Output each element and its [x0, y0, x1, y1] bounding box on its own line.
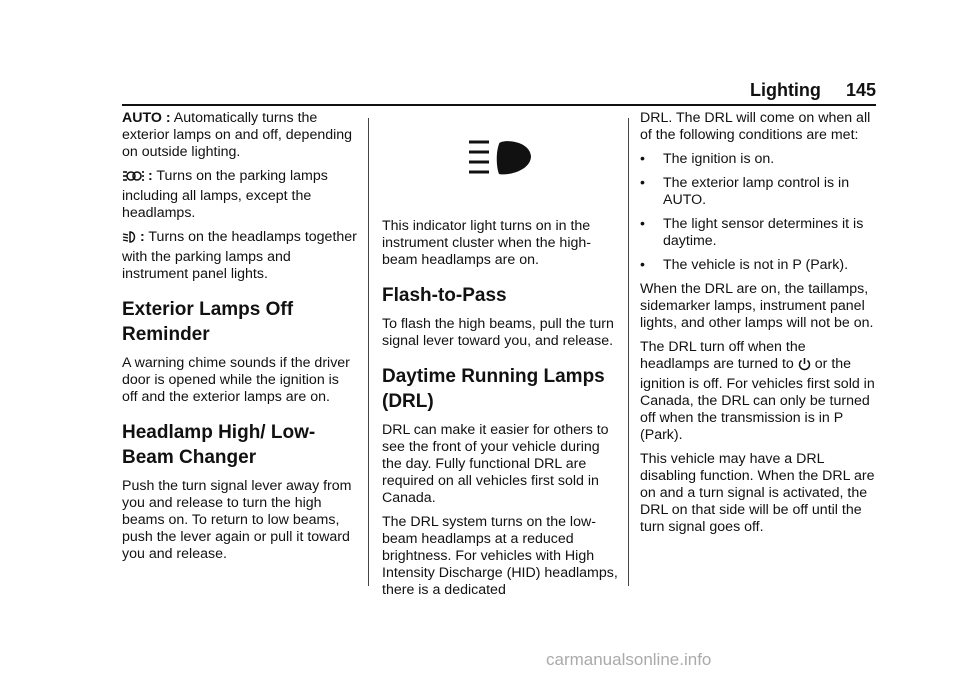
parking-text: Turns on the parking lamps including all lamps, except the headlamps. — [122, 168, 328, 221]
page-header — [750, 80, 876, 101]
headlamps-text: Turns on the headlamps together with the parking lamps and instrument panel lights. — [122, 229, 357, 282]
condition-text: The vehicle is not in P (Park). — [663, 257, 849, 273]
watermark: carmanualsonline.info — [546, 650, 712, 669]
parking-label: : — [148, 168, 153, 184]
drl-para-2 — [640, 339, 876, 444]
off-power-icon — [798, 357, 811, 376]
condition-text: The light sensor determines it is daytime. — [663, 216, 864, 249]
list-item — [640, 151, 876, 168]
reminder-text: A warning chime sounds if the driver door is opened while the ignition is off and the exterior lamps are on. — [122, 355, 350, 405]
changer-heading: Headlamp High/ Low-Beam Changer — [122, 422, 316, 468]
headlamp-icon — [122, 230, 136, 249]
list-item — [640, 257, 876, 274]
drl-intro: DRL. The DRL will come on when all of the following conditions are met: — [640, 110, 871, 143]
bullet-symbol: • — [640, 151, 645, 167]
bullet-symbol: • — [640, 257, 645, 273]
auto-text: Automatically turns the exterior lamps on and off, depending on outside lighting. — [122, 110, 353, 160]
column-divider-1 — [368, 118, 369, 586]
condition-text: The ignition is on. — [663, 151, 775, 167]
flash-heading: Flash-to-Pass — [382, 285, 507, 306]
drl-para-2-before: The DRL turn off when the headlamps are turned to — [640, 339, 806, 372]
page-number: 145 — [845, 80, 876, 100]
list-item — [640, 216, 876, 250]
column-divider-2 — [628, 118, 629, 586]
auto-paragraph — [122, 110, 358, 161]
drl-heading: Daytime Running Lamps (DRL) — [382, 366, 605, 412]
headlamps-paragraph — [122, 229, 358, 283]
reminder-heading: Exterior Lamps Off Reminder — [122, 299, 294, 345]
changer-text: Push the turn signal lever away from you and release to turn the high beams on. To return to low beams, push the lever again or pull it toward you and release. — [122, 478, 352, 562]
drl-para-2-after: or the ignition is off. For vehicles first sold in Canada, the DRL can only be turned off when the transmission is in P (Park). — [640, 356, 875, 443]
column-1 — [122, 110, 358, 570]
auto-label: AUTO : — [122, 110, 171, 126]
drl-text-1: DRL can make it easier for others to see the front of your vehicle during the day. Fully functional DRL are required on all vehicles first sold in Canada. — [382, 422, 609, 506]
column-2 — [382, 110, 618, 606]
parking-paragraph — [122, 168, 358, 222]
bullet-symbol: • — [640, 175, 645, 191]
headlamps-label: : — [140, 229, 145, 245]
drl-para-3: This vehicle may have a DRL disabling function. When the DRL are on and a turn signal is activated, the DRL on that side will be off until the turn signal goes off. — [640, 451, 875, 535]
indicator-text: This indicator light turns on in the instrument cluster when the high-beam headlamps are on. — [382, 218, 591, 268]
column-3 — [640, 110, 876, 543]
drl-para-1: When the DRL are on, the taillamps, sidemarker lamps, instrument panel lights, and other lamps will not be on. — [640, 281, 874, 331]
list-item — [640, 175, 876, 209]
flash-text: To flash the high beams, pull the turn signal lever toward you, and release. — [382, 316, 614, 349]
header-rule — [122, 104, 876, 106]
high-beam-indicator — [382, 138, 618, 178]
condition-text: The exterior lamp control is in AUTO. — [663, 175, 850, 208]
high-beam-icon — [465, 138, 535, 178]
drl-text-2: The DRL system turns on the low-beam headlamps at a reduced brightness. For vehicles with High Intensity Discharge (HID) headlamps, there is a dedicated — [382, 514, 618, 598]
parking-lamps-icon — [122, 169, 144, 188]
bullet-symbol: • — [640, 216, 645, 232]
section-title: Lighting — [749, 80, 821, 100]
